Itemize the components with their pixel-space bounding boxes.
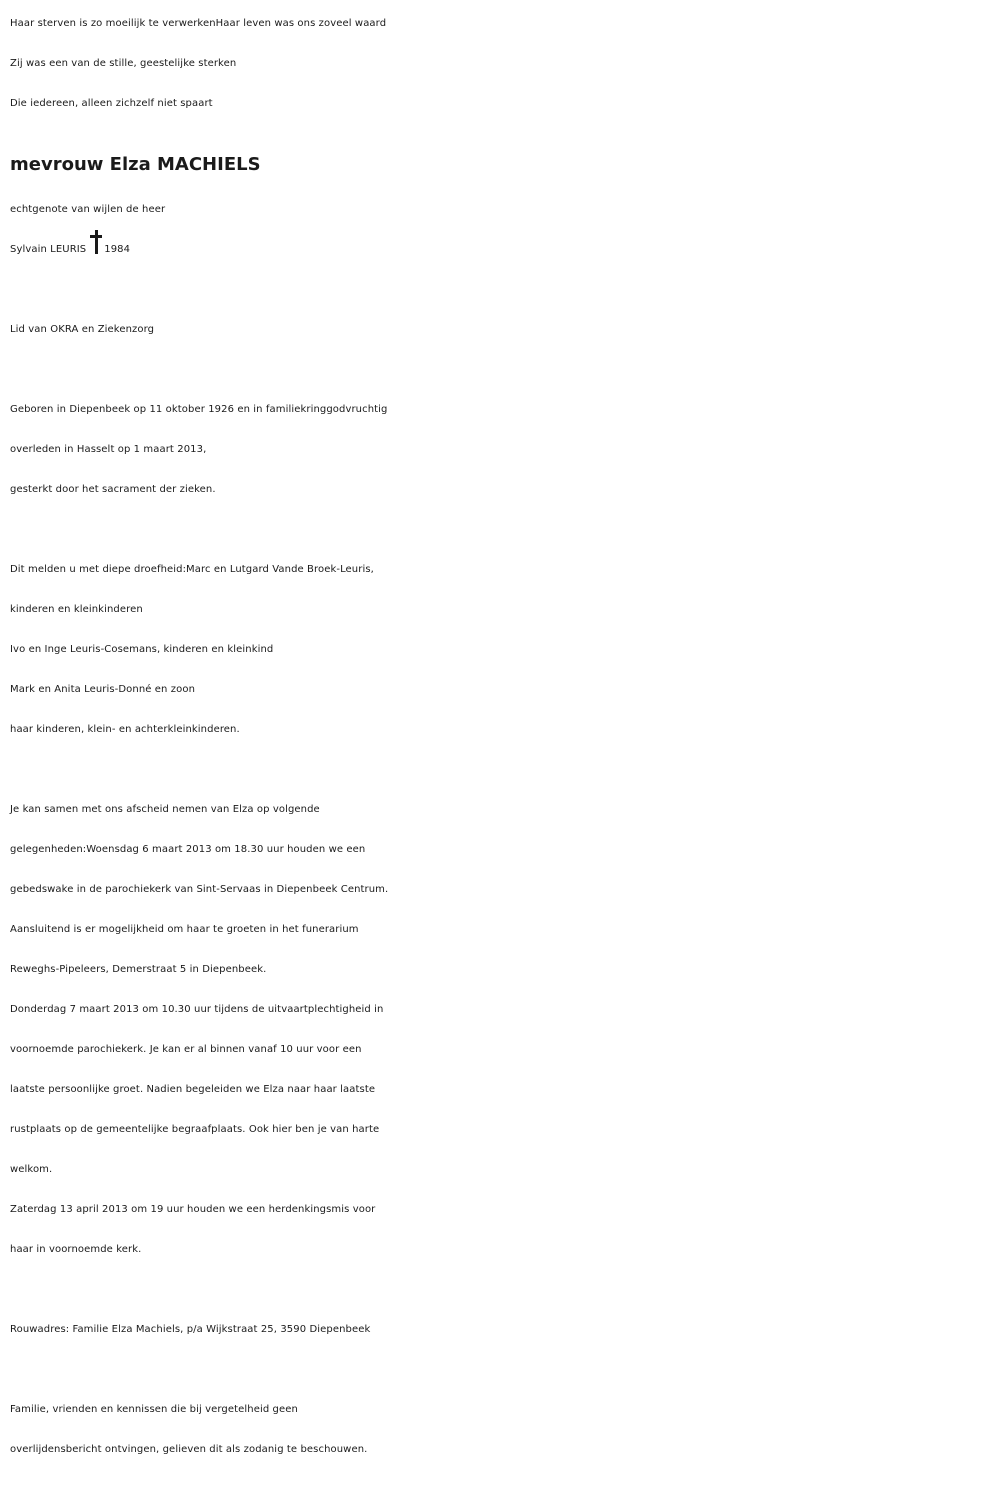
birth-death-line: overleden in Hasselt op 1 maart 2013,	[10, 444, 207, 455]
announcer-line: Mark en Anita Leuris-Donné en zoon	[10, 684, 196, 695]
cross-icon	[90, 230, 102, 254]
spacer	[10, 510, 995, 550]
farewell-line: haar in voornoemde kerk.	[10, 1244, 142, 1255]
poem-line: Die iedereen, alleen zichzelf niet spaart	[10, 98, 213, 109]
spouse-death-year: 1984	[104, 244, 131, 255]
announcer-line: kinderen en kleinkinderen	[10, 604, 143, 615]
poem-line: Zij was een van de stille, geestelijke sterken	[10, 58, 237, 69]
farewell-line: Donderdag 7 maart 2013 om 10.30 uur tijdens de uitvaartplechtigheid in	[10, 1004, 384, 1015]
spacer	[10, 750, 995, 790]
spouse-name-line	[10, 230, 995, 270]
farewell-section	[10, 790, 995, 1270]
poem-line: Haar sterven is zo moeilijk te verwerkenHaar leven was ons zoveel waard	[10, 18, 387, 29]
poem	[10, 4, 995, 124]
closing-line: overlijdensbericht ontvingen, gelieven dit als zodanig te beschouwen.	[10, 1444, 368, 1455]
announcer-line: Dit melden u met diepe droefheid:Marc en Lutgard Vande Broek-Leuris,	[10, 564, 374, 575]
announcers-section	[10, 550, 995, 750]
birth-death-line: Geboren in Diepenbeek op 11 oktober 1926 en in familiekringgodvruchtig	[10, 404, 388, 415]
spouse-info	[10, 190, 995, 270]
spacer	[10, 270, 995, 310]
membership: Lid van OKRA en Ziekenzorg	[10, 324, 155, 335]
spacer	[10, 1350, 995, 1390]
closing-line: Familie, vrienden en kennissen die bij vergetelheid geen	[10, 1404, 298, 1415]
birth-death-line: gesterkt door het sacrament der zieken.	[10, 484, 216, 495]
farewell-line: welkom.	[10, 1164, 53, 1175]
farewell-line: Aansluitend is er mogelijkheid om haar te groeten in het funerarium	[10, 924, 359, 935]
farewell-line: Je kan samen met ons afscheid nemen van Elza op volgende	[10, 804, 320, 815]
farewell-line: gelegenheden:Woensdag 6 maart 2013 om 18.30 uur houden we een	[10, 844, 366, 855]
announcer-line: Ivo en Inge Leuris-Cosemans, kinderen en kleinkind	[10, 644, 274, 655]
farewell-line: voornoemde parochiekerk. Je kan er al binnen vanaf 10 uur voor een	[10, 1044, 362, 1055]
spacer	[10, 350, 995, 390]
mourning-address: Rouwadres: Familie Elza Machiels, p/a Wijkstraat 25, 3590 Diepenbeek	[10, 1324, 371, 1335]
spouse-name: Sylvain LEURIS	[10, 244, 87, 255]
birth-death-section	[10, 390, 995, 510]
obituary-notice	[10, 4, 995, 1470]
spacer	[10, 1270, 995, 1310]
deceased-name: mevrouw Elza MACHIELS	[10, 154, 261, 175]
farewell-line: laatste persoonlijke groet. Nadien begeleiden we Elza naar haar laatste	[10, 1084, 376, 1095]
farewell-line: gebedswake in de parochiekerk van Sint-Servaas in Diepenbeek Centrum.	[10, 884, 389, 895]
closing-section	[10, 1390, 995, 1470]
announcer-line: haar kinderen, klein- en achterkleinkinderen.	[10, 724, 240, 735]
farewell-line: Reweghs-Pipeleers, Demerstraat 5 in Diepenbeek.	[10, 964, 267, 975]
farewell-line: rustplaats op de gemeentelijke begraafplaats. Ook hier ben je van harte	[10, 1124, 380, 1135]
spouse-line: echtgenote van wijlen de heer	[10, 204, 166, 215]
farewell-line: Zaterdag 13 april 2013 om 19 uur houden we een herdenkingsmis voor	[10, 1204, 376, 1215]
